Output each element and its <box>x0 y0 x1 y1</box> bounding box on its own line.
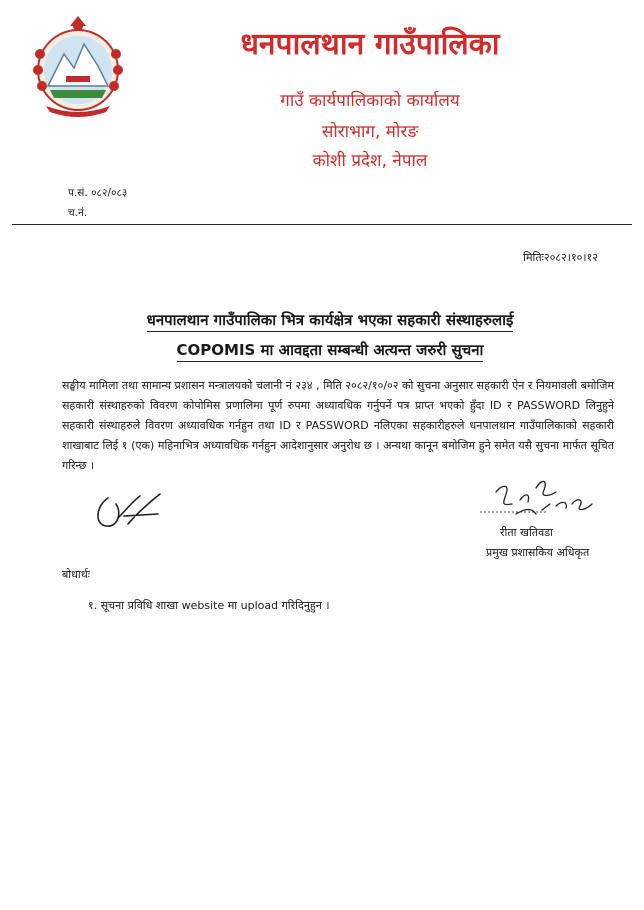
cc-list-item: १. सूचना प्रविधि शाखा website मा upload गरिदिनुहुन । <box>88 599 330 612</box>
subject-line-2-text: COPOMIS मा आवद्दता सम्बन्धी अत्यन्त जरुरी सुचना <box>177 341 484 362</box>
handwritten-signature-right <box>476 474 596 522</box>
municipality-title: धनपालथान गाउँपालिका <box>240 27 500 62</box>
cc-label: बोधार्थः <box>62 568 90 581</box>
nepal-emblem-icon <box>26 14 130 118</box>
office-name: गाउँ कार्यपालिकाको कार्यालय <box>280 91 460 111</box>
office-province: कोशी प्रदेश, नेपाल <box>312 151 428 171</box>
dispatch-number: च.नं. <box>68 207 88 219</box>
office-location: सोराभाग, मोरङ <box>321 122 419 142</box>
header-divider <box>12 224 632 225</box>
subject-line-2 <box>40 340 620 360</box>
signatory-name: रीता खतिवडा <box>500 526 553 539</box>
letter-reference-number: प.सं. ०८२/०८३ <box>68 187 128 199</box>
letter-date: मितिः२०८२।१०।१२ <box>523 251 598 264</box>
signatory-designation: प्रमुख प्रशासकिय अधिकृत <box>486 546 590 559</box>
subject-line-1-text: धनपालथान गाउँपालिका भित्र कार्यक्षेत्र भएका सहकारी संस्थाहरुलाई <box>147 311 514 332</box>
handwritten-signature-left <box>88 488 168 532</box>
notice-body: सङ्घीय मामिला तथा सामान्य प्रशासन मन्त्रालयको चलानी नं २३४ , मिति २०८२/१०/०२ को सुचना अनुसार सहकारी ऐन र नियमावली बमोजिम सहकारी संस्थाहरुको विवरण कोपोमिस प्रणालिमा पूर्ण रुपमा अध्यावधिक गर्नुपर्ने पत्र प्राप्त भएको हुँदा ID र PASSWORD लिनुहुने सहकारी संस्थाहरुले विवरण अध्यावधिक गर्नहुन तथा ID र PASSWORD नलिएका सहकारीहरुले धनपालथान गाउँपालिकाको सहकारी शाखाबाट लिई १ (एक) महिनाभित्र अध्यावधिक गर्नहुन आदेशानुसार अनुरोध छ । अन्यथा कानून बमोजिम हुने समेत यसै सुचना मार्फत सूचित गरिन्छ । <box>62 379 614 472</box>
subject-line-1 <box>40 310 620 330</box>
